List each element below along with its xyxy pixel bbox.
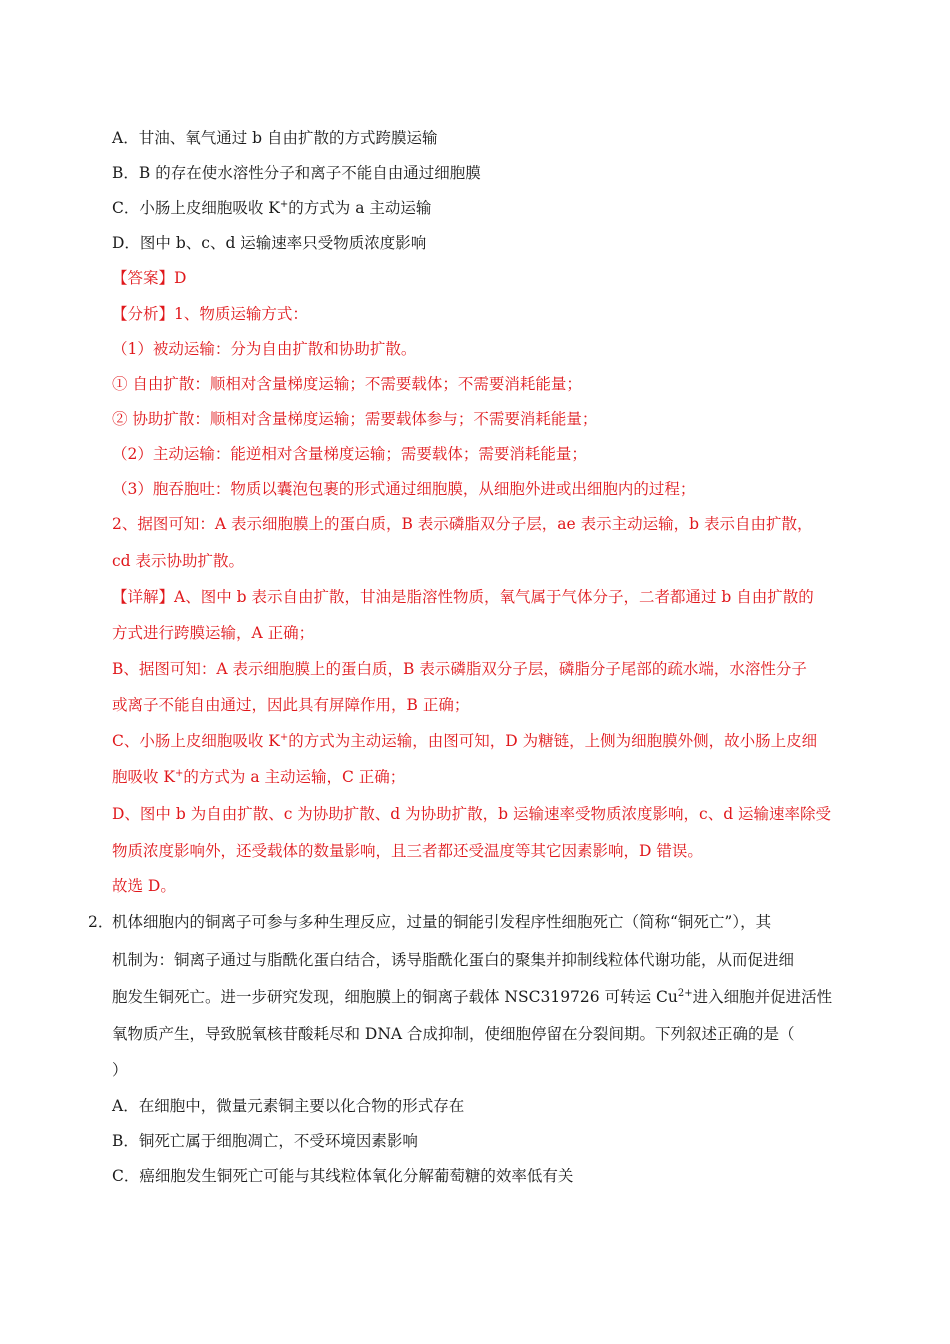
q1-option-c-sup: + [279, 198, 289, 210]
analysis-line-1: 【分析】1、物质运输方式： [112, 305, 308, 323]
analysis-line-7: 2、据图可知：A 表示细胞膜上的蛋白质，B 表示磷脂双分子层，ae 表示主动运输，b 表示自由扩散， [112, 515, 813, 533]
q1-option-c-rest: 的方式为 a 主动运输 [288, 199, 432, 217]
analysis-line-5: （2）主动运输：能逆相对含量梯度运输；需要载体；需要消耗能量； [112, 445, 587, 463]
detail-line-7: D、图中 b 为自由扩散、c 为协助扩散、d 为协助扩散，b 运输速率受物质浓度影响，c、d 运输速率除受 [112, 805, 832, 823]
detail-line-8: 物质浓度影响外，还受载体的数量影响，且三者都还受温度等其它因素影响，D 错误。 [112, 842, 703, 860]
q2-stem-line-3 [112, 987, 832, 1007]
q2-option-c: C．癌细胞发生铜死亡可能与其线粒体氧化分解葡萄糖的效率低有关 [112, 1167, 574, 1185]
detail-line-9: 故选 D。 [112, 877, 176, 895]
q2-stem-line-4: 氧物质产生，导致脱氧核苷酸耗尽和 DNA 合成抑制，使细胞停留在分裂间期。下列叙述正确的是（ [112, 1025, 795, 1043]
detail-line-2: 方式进行跨膜运输，A 正确； [112, 624, 315, 642]
detail-line-5-sup: + [279, 731, 289, 743]
analysis-line-2: （1）被动运输：分为自由扩散和协助扩散。 [112, 340, 417, 358]
analysis-line-6: （3）胞吞胞吐：物质以囊泡包裹的形式通过细胞膜，从细胞外进或出细胞内的过程； [112, 480, 696, 498]
q2-option-b: B．铜死亡属于细胞凋亡，不受环境因素影响 [112, 1132, 418, 1150]
detail-line-3: B、据图可知：A 表示细胞膜上的蛋白质，B 表示磷脂双分子层，磷脂分子尾部的疏水端，水溶性分子 [112, 660, 807, 678]
q1-answer: 【答案】D [112, 269, 187, 287]
detail-line-5-rest: 的方式为主动运输，由图可知，D 为糖链，上侧为细胞膜外侧，故小肠上皮细 [288, 732, 818, 750]
q2-stem-line-2: 机制为：铜离子通过与脂酰化蛋白结合，诱导脂酰化蛋白的聚集并抑制线粒体代谢功能，从而促进细 [112, 951, 795, 969]
detail-line-6 [112, 767, 405, 787]
q2-stem-line-3-rest: 进入细胞并促进活性 [692, 988, 833, 1006]
q1-option-c-text: C．小肠上皮细胞吸收 K [112, 199, 280, 217]
analysis-line-3: ① 自由扩散：顺相对含量梯度运输；不需要载体；不需要消耗能量； [112, 375, 582, 393]
q2-number: 2． [88, 913, 114, 931]
q2-stem-line-3-sup: 2+ [677, 987, 693, 999]
q1-option-a: A．甘油、氧气通过 b 自由扩散的方式跨膜运输 [112, 129, 438, 147]
q2-stem-line-1: 机体细胞内的铜离子可参与多种生理反应，过量的铜能引发程序性细胞死亡（简称“铜死亡”），其 [112, 913, 772, 931]
detail-line-4: 或离子不能自由通过，因此具有屏障作用，B 正确； [112, 696, 470, 714]
detail-line-1: 【详解】A、图中 b 表示自由扩散，甘油是脂溶性物质，氧气属于气体分子，二者都通过 b 自由扩散的 [112, 588, 814, 606]
detail-line-5-text: C、小肠上皮细胞吸收 K [112, 732, 280, 750]
q1-option-c [112, 198, 431, 218]
q2-stem-line-3-text: 胞发生铜死亡。进一步研究发现，细胞膜上的铜离子载体 NSC319726 可转运 Cu [112, 988, 678, 1006]
q1-option-b: B．B 的存在使水溶性分子和离子不能自由通过细胞膜 [112, 164, 481, 182]
q2-stem-line-5: ） [112, 1061, 128, 1079]
detail-line-6-text: 胞吸收 K [112, 768, 176, 786]
q1-option-d: D．图中 b、c、d 运输速率只受物质浓度影响 [112, 234, 427, 252]
q2-option-a: A．在细胞中，微量元素铜主要以化合物的形式存在 [112, 1097, 465, 1115]
detail-line-6-rest: 的方式为 a 主动运输，C 正确； [183, 768, 406, 786]
analysis-line-4: ② 协助扩散：顺相对含量梯度运输；需要载体参与；不需要消耗能量； [112, 410, 598, 428]
analysis-line-8: cd 表示协助扩散。 [112, 552, 245, 570]
detail-line-5 [112, 731, 817, 751]
detail-line-6-sup: + [175, 767, 184, 779]
